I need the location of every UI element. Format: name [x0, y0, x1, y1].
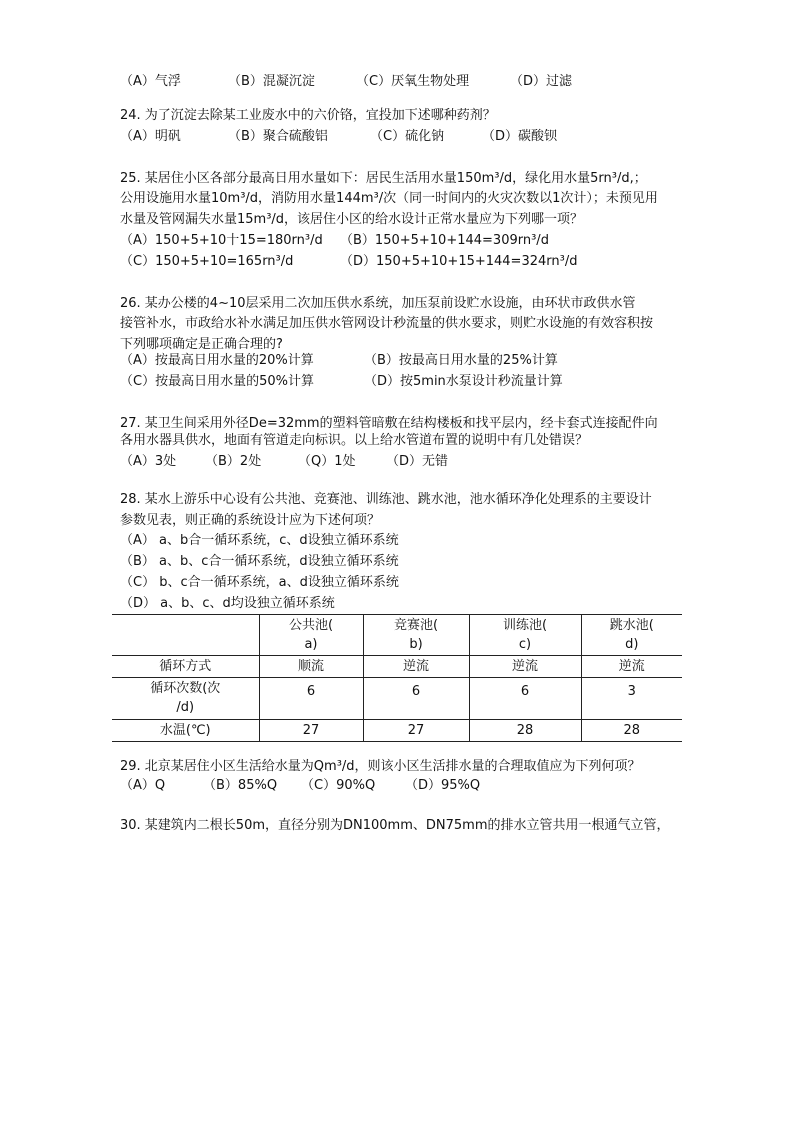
q25-option-b: （B）150+5+10+144=309rn³/d: [340, 233, 549, 248]
table-cell: 27: [363, 720, 469, 742]
q28-option-d: （D） a、b、c、d均设独立循环系统: [120, 596, 335, 611]
q27-option-d: （D）无错: [386, 454, 449, 469]
table-cell: 6: [363, 678, 469, 720]
table-cell: 逆流: [469, 656, 581, 678]
q28-option-a: （A） a、b合一循环系统，c、d设独立循环系统: [120, 533, 399, 548]
table-cell: 3: [581, 678, 682, 720]
q29-option-b: （B）85%Q: [203, 778, 278, 793]
table-cell: 顺流: [259, 656, 363, 678]
q26-option-d: （D）按5min水泵设计秒流量计算: [364, 374, 563, 389]
table-header-row: [112, 615, 682, 656]
q25-stem-line: 公用设施用水量10m³/d，消防用水量144m³/次（同一时间内的火灾次数以1次计）；未预见用: [120, 191, 658, 206]
q27-option-c: （Q）1处: [298, 454, 356, 469]
q26-option-b: （B）按最高日用水量的25%计算: [364, 353, 558, 368]
table-header-cell: 跳水池( d): [581, 615, 682, 656]
q27-stem-line: 各用水器具供水，地面有管道走向标识。以上给水管道布置的说明中有几处错误？: [120, 433, 589, 448]
table-cell: 6: [259, 678, 363, 720]
table-cell: 6: [469, 678, 581, 720]
table-row: [112, 656, 682, 678]
table-row-label: 循环次数(次 /d): [112, 678, 259, 720]
q26-stem-line: 接管补水，市政给水补水满足加压供水管网设计秒流量的供水要求，则贮水设施的有效容积按: [120, 316, 654, 331]
table-row-label: 循环方式: [112, 656, 259, 678]
table-header-cell: 公共池( a): [259, 615, 363, 656]
q24-option-d: （D）碳酸钡: [482, 129, 558, 144]
q23-option-b: （B）混凝沉淀: [228, 74, 315, 89]
q23-option-a: （A）气浮: [120, 74, 181, 89]
table-row: [112, 678, 682, 720]
q27-option-a: （A）3处: [120, 454, 177, 469]
q25-option-c: （C）150+5+10=165rn³/d: [120, 254, 294, 269]
q27-option-b: （B）2处: [205, 454, 262, 469]
q29-option-d: （D）95%Q: [405, 778, 481, 793]
pool-parameters-table: [112, 614, 682, 742]
table-row-label: 水温(℃): [112, 720, 259, 742]
q25-option-d: （D）150+5+10+15+144=324rn³/d: [340, 254, 578, 269]
q26-stem-line: 下列哪项确定是正确合理的?: [120, 337, 283, 352]
q26-option-a: （A）按最高日用水量的20%计算: [120, 353, 314, 368]
q25-stem-line: 水量及管网漏失水量15m³/d，该居住小区的给水设计正常水量应为下列哪一项？: [120, 212, 584, 227]
q28-option-b: （B） a、b、c合一循环系统，d设独立循环系统: [120, 554, 399, 569]
q27-stem-line: 27. 某卫生间采用外径De=32mm的塑料管暗敷在结构楼板和找平层内，经卡套式连接配件向: [120, 416, 658, 431]
table-header-cell: [112, 615, 259, 656]
q24-stem: 24. 为了沉淀去除某工业废水中的六价铬，宜投加下述哪种药剂？: [120, 108, 496, 123]
q30-stem: 30. 某建筑内二根长50m，直径分别为DN100mm、DN75mm的排水立管共用一根通气立管，: [120, 818, 670, 833]
q28-stem-line: 28. 某水上游乐中心设有公共池、竞赛池、训练池、跳水池，池水循环净化处理系的主要设计: [120, 492, 652, 507]
table-header-cell: 竞赛池( b): [363, 615, 469, 656]
q23-option-d: （D）过滤: [510, 74, 573, 89]
q26-option-c: （C）按最高日用水量的50%计算: [120, 374, 314, 389]
table-row: [112, 720, 682, 742]
q29-option-c: （C）90%Q: [301, 778, 376, 793]
q24-option-a: （A）明矾: [120, 129, 181, 144]
q28-stem-line: 参数见表，则正确的系统设计应为下述何项？: [120, 513, 381, 528]
table-header-cell: 训练池( c): [469, 615, 581, 656]
q24-option-c: （C）硫化钠: [370, 129, 445, 144]
q26-stem-line: 26. 某办公楼的4~10层采用二次加压供水系统，加压泵前设贮水设施，由环状市政供水管: [120, 296, 636, 311]
q25-option-a: （A）150+5+10十15=180rn³/d: [120, 233, 323, 248]
table-cell: 逆流: [581, 656, 682, 678]
table-cell: 28: [469, 720, 581, 742]
q28-option-c: （C） b、c合一循环系统，a、d设独立循环系统: [120, 575, 399, 590]
q24-option-b: （B）聚合硫酸铝: [228, 129, 328, 144]
table-cell: 逆流: [363, 656, 469, 678]
table-cell: 28: [581, 720, 682, 742]
table-cell: 27: [259, 720, 363, 742]
q29-stem: 29. 北京某居住小区生活给水量为Qm³/d，则该小区生活排水量的合理取值应为下列何项？: [120, 759, 641, 774]
q23-option-c: （C）厌氧生物处理: [356, 74, 470, 89]
q25-stem-line: 25. 某居住小区各部分最高日用水量如下：居民生活用水量150m³/d，绿化用水量5rn³/d,；: [120, 171, 647, 186]
q29-option-a: （A）Q: [120, 778, 166, 793]
